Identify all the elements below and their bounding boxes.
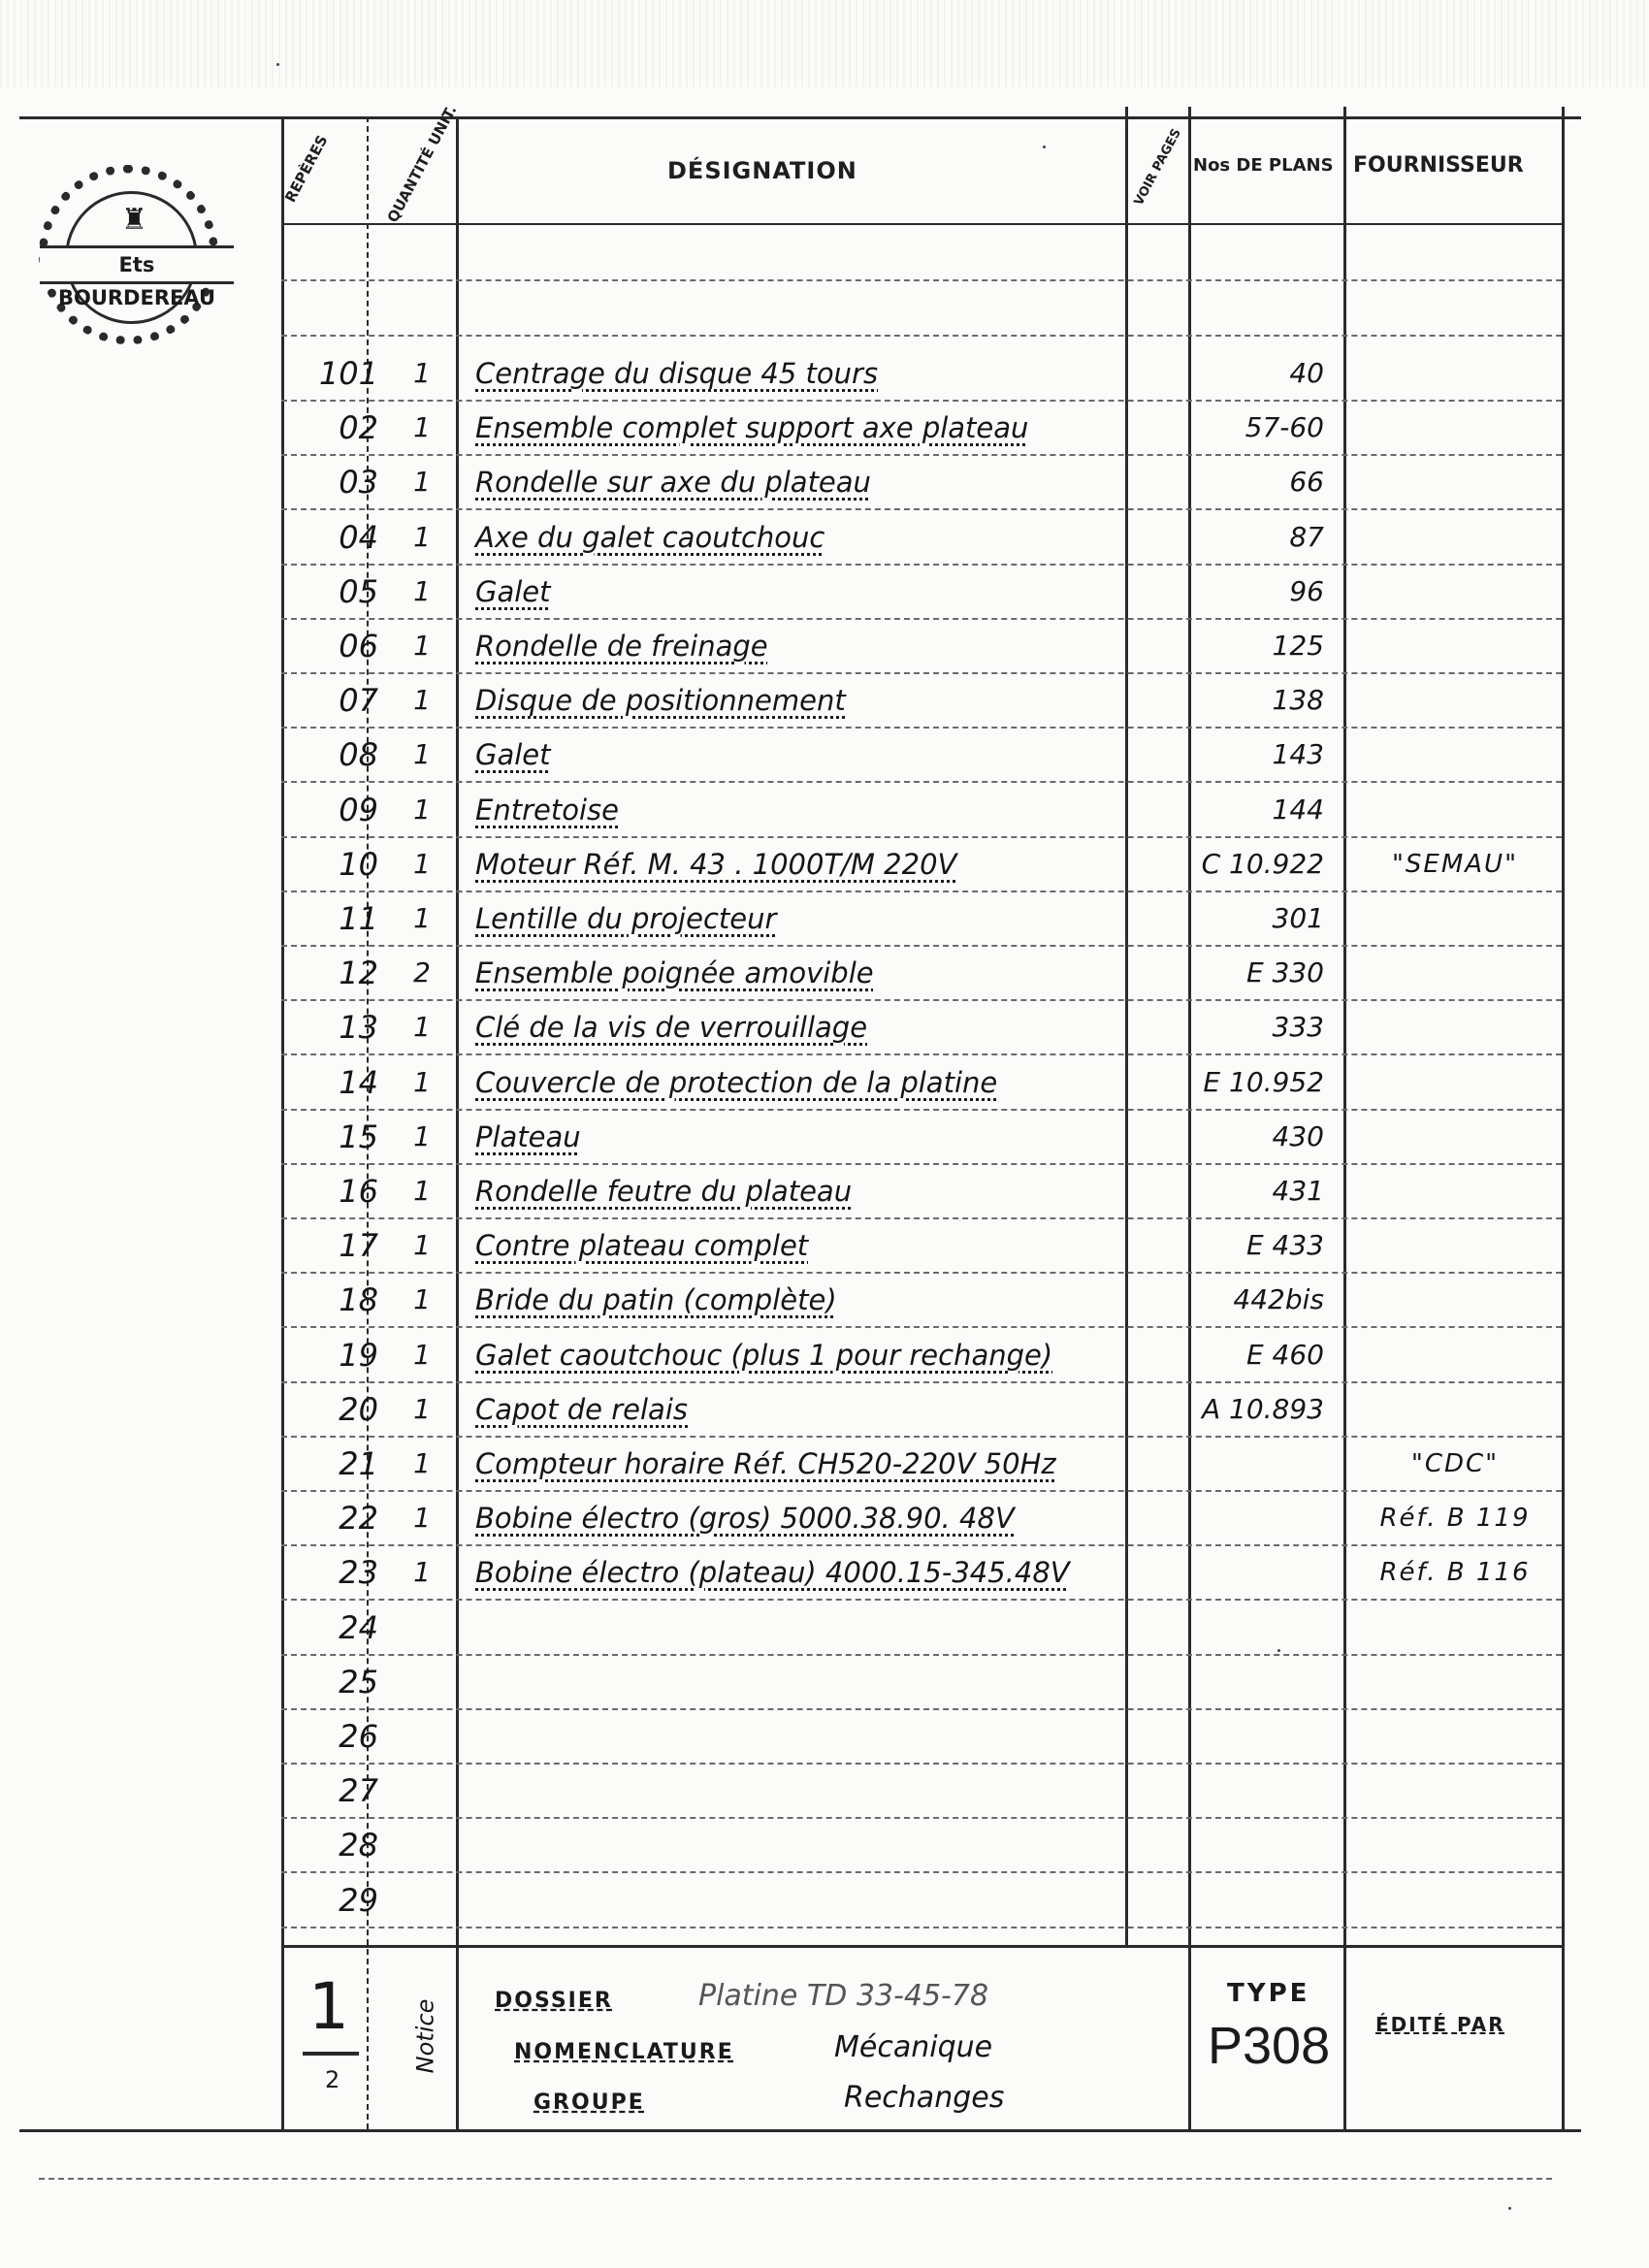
designation-cell: Bride du patin (complète) (475, 1283, 837, 1317)
rep-cell: 23 (339, 1554, 378, 1592)
plan-cell: 144 (1272, 793, 1324, 826)
row-rule (281, 1436, 1562, 1438)
qty-cell: 1 (413, 520, 431, 553)
designation-cell: Lentille du projecteur (475, 902, 777, 935)
rep-cell: 09 (339, 791, 378, 828)
supplier-cell: Réf. B 119 (1379, 1504, 1531, 1534)
qty-cell: 1 (413, 574, 431, 607)
table-row (0, 894, 1649, 949)
designation-cell: Rondelle feutre du plateau (475, 1175, 853, 1208)
table-row (0, 1494, 1649, 1548)
rep-cell: 25 (339, 1663, 378, 1701)
header-voir-pages: VOIR PAGES (1131, 126, 1184, 209)
row-rule (281, 618, 1562, 620)
rep-cell: 18 (339, 1281, 378, 1319)
table-row (0, 1276, 1649, 1330)
table-row (0, 1221, 1649, 1276)
plan-cell: 125 (1272, 630, 1324, 662)
supplier-cell: "CDC" (1410, 1449, 1500, 1478)
scan-speck (1277, 1649, 1280, 1652)
plan-cell: 66 (1289, 466, 1324, 499)
header-designation: DÉSIGNATION (667, 157, 857, 184)
designation-cell: Galet (475, 574, 551, 608)
qty-cell: 1 (413, 847, 431, 880)
table-row (0, 1003, 1649, 1057)
designation-cell: Ensemble complet support axe plateau (475, 411, 1029, 445)
plan-cell: 301 (1272, 902, 1324, 934)
notice-label: Notice (411, 1998, 439, 2074)
rep-cell: 17 (339, 1227, 378, 1265)
rep-cell: 12 (339, 955, 378, 992)
table-row (0, 786, 1649, 840)
table-row (0, 1113, 1649, 1167)
bottom-dash-line (39, 2178, 1552, 2180)
row-rule (281, 1163, 1562, 1165)
scan-speck (276, 63, 279, 66)
row-rule (281, 945, 1562, 947)
designation-cell: Contre plateau complet (475, 1229, 809, 1263)
row-rule (281, 1763, 1562, 1765)
row-rule (281, 999, 1562, 1001)
rep-cell: 24 (339, 1608, 378, 1646)
bottom-rule (19, 2129, 1581, 2132)
qty-cell: 1 (413, 1447, 431, 1479)
table-row (0, 349, 1649, 404)
qty-cell: 1 (413, 1338, 431, 1371)
nomenclature-value: Mécanique (834, 2030, 993, 2064)
rep-cell: 04 (339, 518, 378, 556)
company-name: Ets BOURDEREAU (40, 245, 234, 284)
rep-cell: 06 (339, 628, 378, 664)
header-quantite: QUANTITÉ UNIT. (383, 102, 461, 226)
designation-cell: Axe du galet caoutchouc (475, 520, 825, 554)
table-row (0, 567, 1649, 622)
row-rule (281, 1053, 1562, 1055)
rep-cell: 13 (339, 1009, 378, 1047)
rep-cell: 26 (339, 1718, 378, 1755)
designation-cell: Rondelle de freinage (475, 630, 768, 663)
scan-speck (1508, 2207, 1511, 2210)
plan-cell: E 10.952 (1203, 1065, 1324, 1098)
scan-speck (1043, 146, 1046, 148)
table-row (0, 1658, 1649, 1712)
designation-cell: Bobine électro (gros) 5000.38.90. 48V (475, 1502, 1015, 1536)
table-row (0, 1548, 1649, 1603)
designation-cell: Galet caoutchouc (plus 1 pour rechange) (475, 1338, 1053, 1372)
table-row (0, 1385, 1649, 1440)
row-rule (281, 1654, 1562, 1656)
row-rule (281, 564, 1562, 566)
row-rule (281, 891, 1562, 892)
plan-cell: 96 (1289, 574, 1324, 607)
designation-cell: Plateau (475, 1119, 581, 1153)
qty-cell: 2 (413, 956, 431, 989)
header-rule (281, 223, 1562, 225)
dossier-label: DOSSIER (495, 1989, 613, 2013)
table-row (0, 458, 1649, 512)
rep-cell: 21 (339, 1445, 378, 1482)
row-rule (281, 508, 1562, 510)
row-rule (281, 1599, 1562, 1601)
qty-cell: 1 (413, 684, 431, 717)
supplier-cell: "SEMAU" (1391, 849, 1519, 879)
row-rule (281, 1817, 1562, 1819)
page-number: 1 (308, 1969, 349, 2044)
table-row (0, 1712, 1649, 1766)
header-plans: Nos DE PLANS (1193, 155, 1334, 176)
plan-cell: E 330 (1245, 956, 1324, 989)
header-reperes: REPÈRES (281, 132, 332, 206)
table-row (0, 1440, 1649, 1494)
plan-cell: 143 (1272, 738, 1324, 771)
designation-cell: Bobine électro (plateau) 4000.15-345.48V (475, 1556, 1070, 1590)
footer-rule (281, 1945, 1562, 1948)
rep-cell: 05 (339, 572, 378, 610)
qty-cell: 1 (413, 1119, 431, 1152)
top-rule (19, 116, 1581, 119)
plan-cell: A 10.893 (1201, 1392, 1324, 1425)
rep-cell: 27 (339, 1772, 378, 1810)
rep-cell: 14 (339, 1063, 378, 1101)
plan-cell: 430 (1272, 1119, 1324, 1152)
table-row (0, 1058, 1649, 1113)
plan-cell: 57-60 (1245, 411, 1324, 444)
qty-cell: 1 (413, 1392, 431, 1425)
table-row (0, 1604, 1649, 1658)
rep-cell: 28 (339, 1827, 378, 1864)
row-rule (281, 454, 1562, 456)
table-row (0, 949, 1649, 1003)
table-row (0, 622, 1649, 676)
rep-cell: 15 (339, 1118, 378, 1155)
qty-cell: 1 (413, 1502, 431, 1535)
designation-cell: Moteur Réf. M. 43 . 1000T/M 220V (475, 847, 957, 881)
row-rule (281, 1708, 1562, 1710)
row-rule (281, 781, 1562, 783)
row-rule (281, 672, 1562, 674)
header-fournisseur: FOURNISSEUR (1353, 153, 1524, 178)
row-rule (281, 1109, 1562, 1111)
qty-cell: 1 (413, 1556, 431, 1589)
row-rule (281, 1544, 1562, 1546)
qty-cell: 1 (413, 1283, 431, 1316)
qty-cell: 1 (413, 793, 431, 826)
plan-cell: E 460 (1245, 1338, 1324, 1371)
page-total: 2 (325, 2066, 340, 2093)
designation-cell: Galet (475, 738, 551, 772)
company-seal (39, 165, 218, 344)
plan-cell: E 433 (1245, 1229, 1324, 1262)
edite-par-label: ÉDITÉ PAR (1375, 2013, 1505, 2036)
plan-cell: 138 (1272, 684, 1324, 717)
plan-cell: 87 (1289, 520, 1324, 553)
rep-cell: 07 (339, 682, 378, 720)
table-row (0, 730, 1649, 785)
designation-cell: Couvercle de protection de la platine (475, 1065, 998, 1099)
row-rule (281, 1217, 1562, 1219)
plan-cell: 442bis (1233, 1283, 1324, 1316)
qty-cell: 1 (413, 630, 431, 662)
designation-cell: Compteur horaire Réf. CH520-220V 50Hz (475, 1447, 1056, 1480)
qty-cell: 1 (413, 1011, 431, 1044)
rep-cell: 22 (339, 1500, 378, 1538)
rep-cell: 29 (339, 1881, 378, 1919)
rep-cell: 16 (339, 1173, 378, 1210)
rep-cell: 10 (339, 845, 378, 883)
row-rule (281, 1490, 1562, 1492)
plan-cell: C 10.922 (1201, 847, 1324, 880)
qty-cell: 1 (413, 738, 431, 771)
plan-cell: 333 (1272, 1011, 1324, 1044)
designation-cell: Disque de positionnement (475, 684, 846, 718)
qty-cell: 1 (413, 1175, 431, 1207)
rep-cell: 11 (339, 900, 378, 937)
qty-cell: 1 (413, 1065, 431, 1098)
designation-cell: Rondelle sur axe du plateau (475, 466, 871, 500)
qty-cell: 1 (413, 1229, 431, 1262)
groupe-value: Rechanges (844, 2081, 1005, 2115)
row-rule (281, 400, 1562, 402)
nomenclature-label: NOMENCLATURE (514, 2040, 734, 2064)
row-rule (281, 1381, 1562, 1383)
designation-cell: Ensemble poignée amovible (475, 956, 874, 990)
row-rule (281, 1927, 1562, 1928)
qty-cell: 1 (413, 357, 431, 389)
table-row (0, 840, 1649, 894)
dossier-value: Platine TD 33-45-78 (698, 1979, 989, 2013)
row-rule (281, 727, 1562, 729)
rep-cell: 03 (339, 464, 378, 502)
designation-cell: Centrage du disque 45 tours (475, 357, 879, 390)
rep-cell: 19 (339, 1336, 378, 1374)
qty-cell: 1 (413, 411, 431, 444)
scan-noise (0, 0, 1649, 87)
plan-cell: 431 (1272, 1175, 1324, 1207)
table-row (0, 1331, 1649, 1385)
row-rule (281, 836, 1562, 838)
table-row (0, 1821, 1649, 1875)
type-value: P308 (1208, 2017, 1331, 2075)
groupe-label: GROUPE (534, 2090, 645, 2115)
qty-cell: 1 (413, 902, 431, 934)
row-rule (281, 1272, 1562, 1274)
rep-cell: 101 (318, 355, 378, 392)
rep-cell: 08 (339, 736, 378, 774)
type-label: TYPE (1227, 1979, 1310, 2008)
page-fraction-bar (303, 2052, 359, 2056)
rep-cell: 02 (339, 409, 378, 447)
supplier-cell: Réf. B 116 (1379, 1558, 1531, 1588)
designation-cell: Entretoise (475, 793, 619, 826)
table-row (0, 513, 1649, 567)
designation-cell: Capot de relais (475, 1392, 688, 1426)
tower-seal-icon: ♜ (121, 203, 147, 237)
row-rule (281, 1326, 1562, 1328)
row-rule (281, 1871, 1562, 1873)
table-row (0, 1167, 1649, 1221)
table-row (0, 1876, 1649, 1930)
table-row (0, 676, 1649, 730)
row-rule (281, 279, 1562, 281)
row-rule (281, 335, 1562, 337)
table-row (0, 404, 1649, 458)
plan-cell: 40 (1289, 357, 1324, 389)
table-row (0, 1766, 1649, 1821)
designation-cell: Clé de la vis de verrouillage (475, 1011, 868, 1045)
qty-cell: 1 (413, 466, 431, 499)
rep-cell: 20 (339, 1390, 378, 1428)
